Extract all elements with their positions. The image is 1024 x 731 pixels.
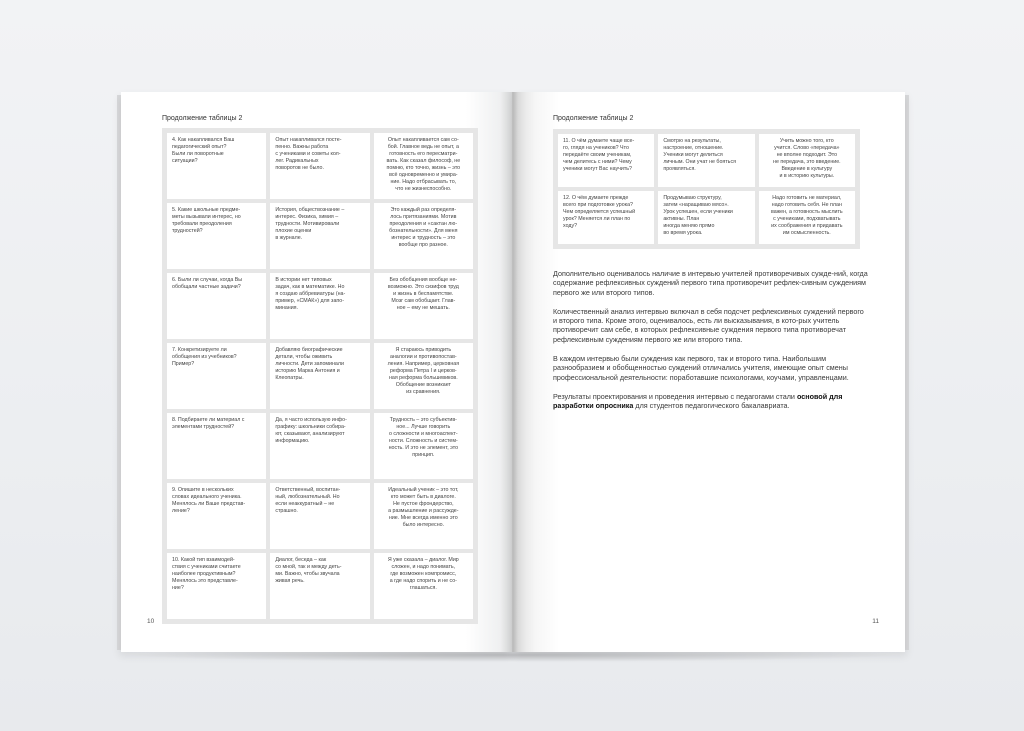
body-text xyxy=(553,269,868,421)
answer-cell-teacher-2: Я уже сказала – диалог. Мир сложен, и надо понимать, где возможен компромисс, а где надо спорить и не со- глашаться. xyxy=(374,553,473,619)
page-number: 10 xyxy=(147,618,155,625)
question-cell: 6. Были ли случаи, когда Вы обобщали частные задачи? xyxy=(167,273,266,339)
paragraph-bold-text: основой для разработки опросника xyxy=(553,391,843,411)
paragraph xyxy=(553,392,868,411)
answer-cell-teacher-2: Учить можно того, кто учится. Слово «передача» не вполне подходит. Это не передача, это введение. Введение в культуру и в историю культуры. xyxy=(759,134,855,187)
answer-cell-teacher-1: Продумываю структуру, затем «наращиваю мясо». Урок успешен, если ученики активны. План иногда меняю прямо во время урока. xyxy=(658,191,754,244)
table-row xyxy=(167,133,473,199)
table-row xyxy=(558,134,855,187)
answer-cell-teacher-1: Диалог, беседа – как со мной, так и между деть- ми. Важно, чтобы звучала живая речь. xyxy=(270,553,369,619)
table-row xyxy=(167,553,473,619)
table-row xyxy=(558,191,855,244)
question-cell: 7. Конкретизируете ли обобщения из учебников? Пример? xyxy=(167,343,266,409)
answer-cell-teacher-1: Добавляю биографические детали, чтобы оживить личности. Дети запоминали историю Марка Антония и Клеопатры. xyxy=(270,343,369,409)
paragraph: Дополнительно оценивалось наличие в интервью учителей противоречивых сужде-ний, когда содержание рефлексивных суждений первого типа противоречит рефлек-сивным суждениям первого же или второго типов. xyxy=(553,269,868,297)
question-cell: 11. О чём думаете чаще все- го, глядя на учеников? Что передаёте своим ученикам, чем делитесь с ними? Чему ученики могут Вас научить? xyxy=(558,134,654,187)
question-cell: 9. Опишите в нескольких словах идеального ученика. Менялось ли Ваше представ- ление? xyxy=(167,483,266,549)
answer-cell-teacher-2: Это каждый раз определя- лось притязаниями. Мотив преодоления и «сактан лю- бознательности». Для меня интерес и трудность – это вообще про разное. xyxy=(374,203,473,269)
table-row xyxy=(167,273,473,339)
right-page xyxy=(512,92,905,652)
table-row xyxy=(167,343,473,409)
interview-table xyxy=(553,129,860,249)
table-row xyxy=(167,413,473,479)
answer-cell-teacher-1: Опыт накапливался посте- пенно. Важны работа с учениками и советы кол- лег. Радикальных поворотов не было. xyxy=(270,133,369,199)
answer-cell-teacher-1: Ответственный, воспитан- ный, любознательный. Но если неаккуратный – не страшно. xyxy=(270,483,369,549)
question-cell: 12. О чём думаете прежде всего при подготовке урока? Чем определяется успешный урок? Меняется ли план по ходу? xyxy=(558,191,654,244)
answer-cell-teacher-2: Надо готовить не материал, надо готовить себя. Не план важен, а готовность мыслить с учениками, подхватывать их соображения и придавать им осмысленность. xyxy=(759,191,855,244)
table-caption: Продолжение таблицы 2 xyxy=(162,115,243,122)
paragraph-text: для студентов педагогического бакалавриата. xyxy=(633,401,790,411)
paragraph-text: Результаты проектирования и проведения интервью с педагогами стали xyxy=(553,391,797,401)
paragraph: В каждом интервью были суждения как первого, так и второго типа. Наибольшим разнообразием и обобщенностью суждений отличались учителя, имеющие опыт смены профессиональной деятельности: поработавшие психологами, коучами, управленцами. xyxy=(553,354,849,382)
paragraph: Количественный анализ интервью включал в себя подсчет рефлексивных суждений первого и второго типа. Кроме этого, оценивалось, есть ли высказывания, в кото-рых учитель противоречит сам себе, в которых рефлексивные суждения первого типа противоречат рефлексивным суждениям первого же или второго типа. xyxy=(553,306,864,344)
question-cell: 4. Как накапливался Ваш педагогический опыт? Были ли поворотные ситуации? xyxy=(167,133,266,199)
answer-cell-teacher-2: Идеальный ученик – это тот, кто может быть в диалоге. Не пустое фрондерство, а размышление и рассужде- ние. Мне всегда именно это было интересно. xyxy=(374,483,473,549)
answer-cell-teacher-1: Смотрю на результаты, настроение, отношение. Ученики могут делиться личным. Они учат не бояться проявляться. xyxy=(658,134,754,187)
answer-cell-teacher-1: В истории нет типовых задач, как в математике. Но я создаю аббревиатуры (на- пример, «СМАК») для запо- минания. xyxy=(270,273,369,339)
table-row xyxy=(167,483,473,549)
question-cell: 5. Какие школьные предме- меты вызывали интерес, но требовали преодоления трудностей? xyxy=(167,203,266,269)
answer-cell-teacher-2: Опыт накапливается сам со- бой. Главное ведь не опыт, а готовность его пересматри- вать. Как сказал философ, не помню, кто точно, жизнь – это всё одновременно и умира- ние. Надо отбрасывать то, что не жизнеспособно. xyxy=(374,133,473,199)
book-gutter xyxy=(500,92,526,652)
answer-cell-teacher-2: Без обобщения вообще не- возможно. Это сизифов труд и жизнь в беспамятстве. Мозг сам обобщает. Глав- ное – ему не мешать. xyxy=(374,273,473,339)
answer-cell-teacher-1: История, обществознание – интерес. Физика, химия – трудности. Мотивировали плохие оценки в журнале. xyxy=(270,203,369,269)
answer-cell-teacher-2: Трудность – это субъектив- ное... Лучше говорить о сложности и многоаспект- ности. Сложность и систем- ность. И это не элемент, это принцип. xyxy=(374,413,473,479)
question-cell: 8. Подбираете ли материал с элементами трудностей? xyxy=(167,413,266,479)
answer-cell-teacher-2: Я стараюсь приводить аналогии и противопостав- ления. Например, церковная реформа Петра I и церков- ная реформа большевиков. Обобщение возникает из сравнения. xyxy=(374,343,473,409)
interview-table xyxy=(162,128,478,624)
table-row xyxy=(167,203,473,269)
left-page xyxy=(121,92,513,652)
answer-cell-teacher-1: Да, я часто использую инфо- графику: школьники собира- ют, сказывают, анализируют информацию. xyxy=(270,413,369,479)
table-caption: Продолжение таблицы 2 xyxy=(553,115,634,122)
question-cell: 10. Какой тип взаимодей- ствия с учениками считаете наиболее продуктивным? Менялось это представле- ние? xyxy=(167,553,266,619)
page-number: 11 xyxy=(872,618,879,625)
